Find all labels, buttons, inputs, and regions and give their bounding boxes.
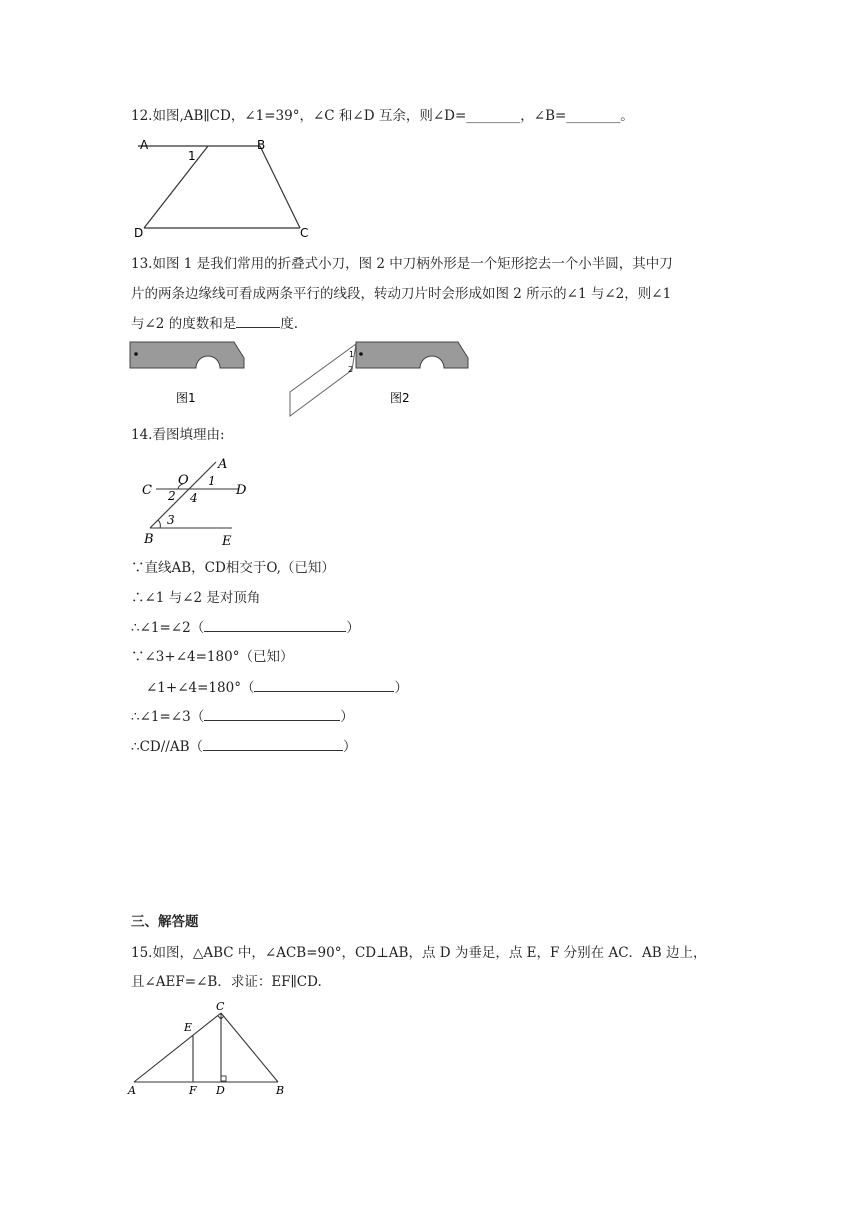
q15-line2: 且∠AEF=∠B．求证：EF∥CD. bbox=[131, 974, 322, 990]
q12-label-B: B bbox=[257, 138, 266, 152]
q14-step1: ∵直线AB，CD相交于O,（已知） bbox=[131, 560, 335, 576]
q14-label-3: 3 bbox=[167, 513, 175, 527]
q15-label-C: C bbox=[216, 1000, 225, 1013]
q14-step7-blank[interactable] bbox=[203, 736, 343, 751]
q12-label-1: 1 bbox=[188, 149, 196, 163]
q15-label-E: E bbox=[184, 1021, 193, 1034]
q15-line1: 15.如图，△ABC 中，∠ACB=90°，CD⊥AB，点 D 为垂足，点 E，F 分别在 AC．AB 边上， bbox=[131, 945, 707, 961]
q14-label-2: 2 bbox=[168, 489, 176, 503]
q15-right-triangle-figure bbox=[126, 998, 292, 1098]
q13-line1: 13.如图 1 是我们常用的折叠式小刀，图 2 中刀柄外形是一个矩形挖去一个小半圆，其中刀 bbox=[131, 256, 673, 272]
q14-label-4: 4 bbox=[190, 491, 198, 505]
q13-fig1-caption: 图1 bbox=[176, 391, 196, 405]
q15-label-D: D bbox=[216, 1084, 225, 1097]
q12-trapezoid-figure bbox=[128, 136, 318, 240]
q14-step2: ∴∠1 与∠2 是对顶角 bbox=[131, 590, 261, 606]
q14-intersecting-lines-figure bbox=[138, 454, 264, 548]
q14-step6: ∴∠1=∠3（ ） bbox=[131, 706, 354, 727]
q13-line3: 与∠2 的度数和是 度. bbox=[131, 313, 298, 334]
q14-label-1: 1 bbox=[208, 474, 216, 488]
q14-label-A: A bbox=[218, 457, 228, 472]
q14-step4: ∵∠3+∠4=180°（已知） bbox=[131, 649, 294, 665]
q13-figure1-knife bbox=[128, 340, 248, 416]
q13-fig2-label1: 1 bbox=[349, 350, 355, 359]
q14-step5-blank[interactable] bbox=[254, 677, 394, 692]
q13-answer-blank[interactable] bbox=[236, 313, 280, 328]
q14-label-D: D bbox=[236, 483, 247, 498]
q14-step5: ∠1+∠4=180°（ ） bbox=[146, 677, 408, 698]
q13-line2: 片的两条边缘线可看成两条平行的线段，转动刀片时会形成如图 2 所示的∠1 与∠2，则∠1 bbox=[131, 286, 672, 302]
q15-label-F: F bbox=[189, 1084, 197, 1097]
q14-step3-blank[interactable] bbox=[204, 617, 346, 632]
q14-label-C: C bbox=[142, 483, 152, 498]
q14-step7: ∴CD//AB（ ） bbox=[131, 736, 357, 757]
q14-label-E: E bbox=[222, 534, 232, 548]
q15-label-A: A bbox=[128, 1084, 136, 1097]
q13-fig2-label2: 2 bbox=[348, 365, 354, 374]
q12-text: 12.如图,AB∥CD，∠1=39°，∠C 和∠D 互余，则∠D=________，∠B=________。 bbox=[131, 108, 634, 124]
q14-step6-blank[interactable] bbox=[204, 706, 340, 721]
q13-fig2-caption: 图2 bbox=[390, 391, 410, 405]
q14-label-O: O bbox=[178, 473, 189, 488]
q14-step3: ∴∠1=∠2（ ） bbox=[131, 617, 360, 638]
q15-label-B: B bbox=[276, 1084, 285, 1097]
q12-label-D: D bbox=[134, 226, 144, 240]
q14-label-B: B bbox=[144, 532, 154, 547]
q13-figure2-knife-open bbox=[286, 340, 470, 420]
q12-label-A: A bbox=[140, 138, 149, 152]
q14-title: 14.看图填理由: bbox=[131, 427, 225, 443]
section3-heading: 三、解答题 bbox=[131, 914, 199, 930]
q12-label-C: C bbox=[300, 226, 309, 240]
